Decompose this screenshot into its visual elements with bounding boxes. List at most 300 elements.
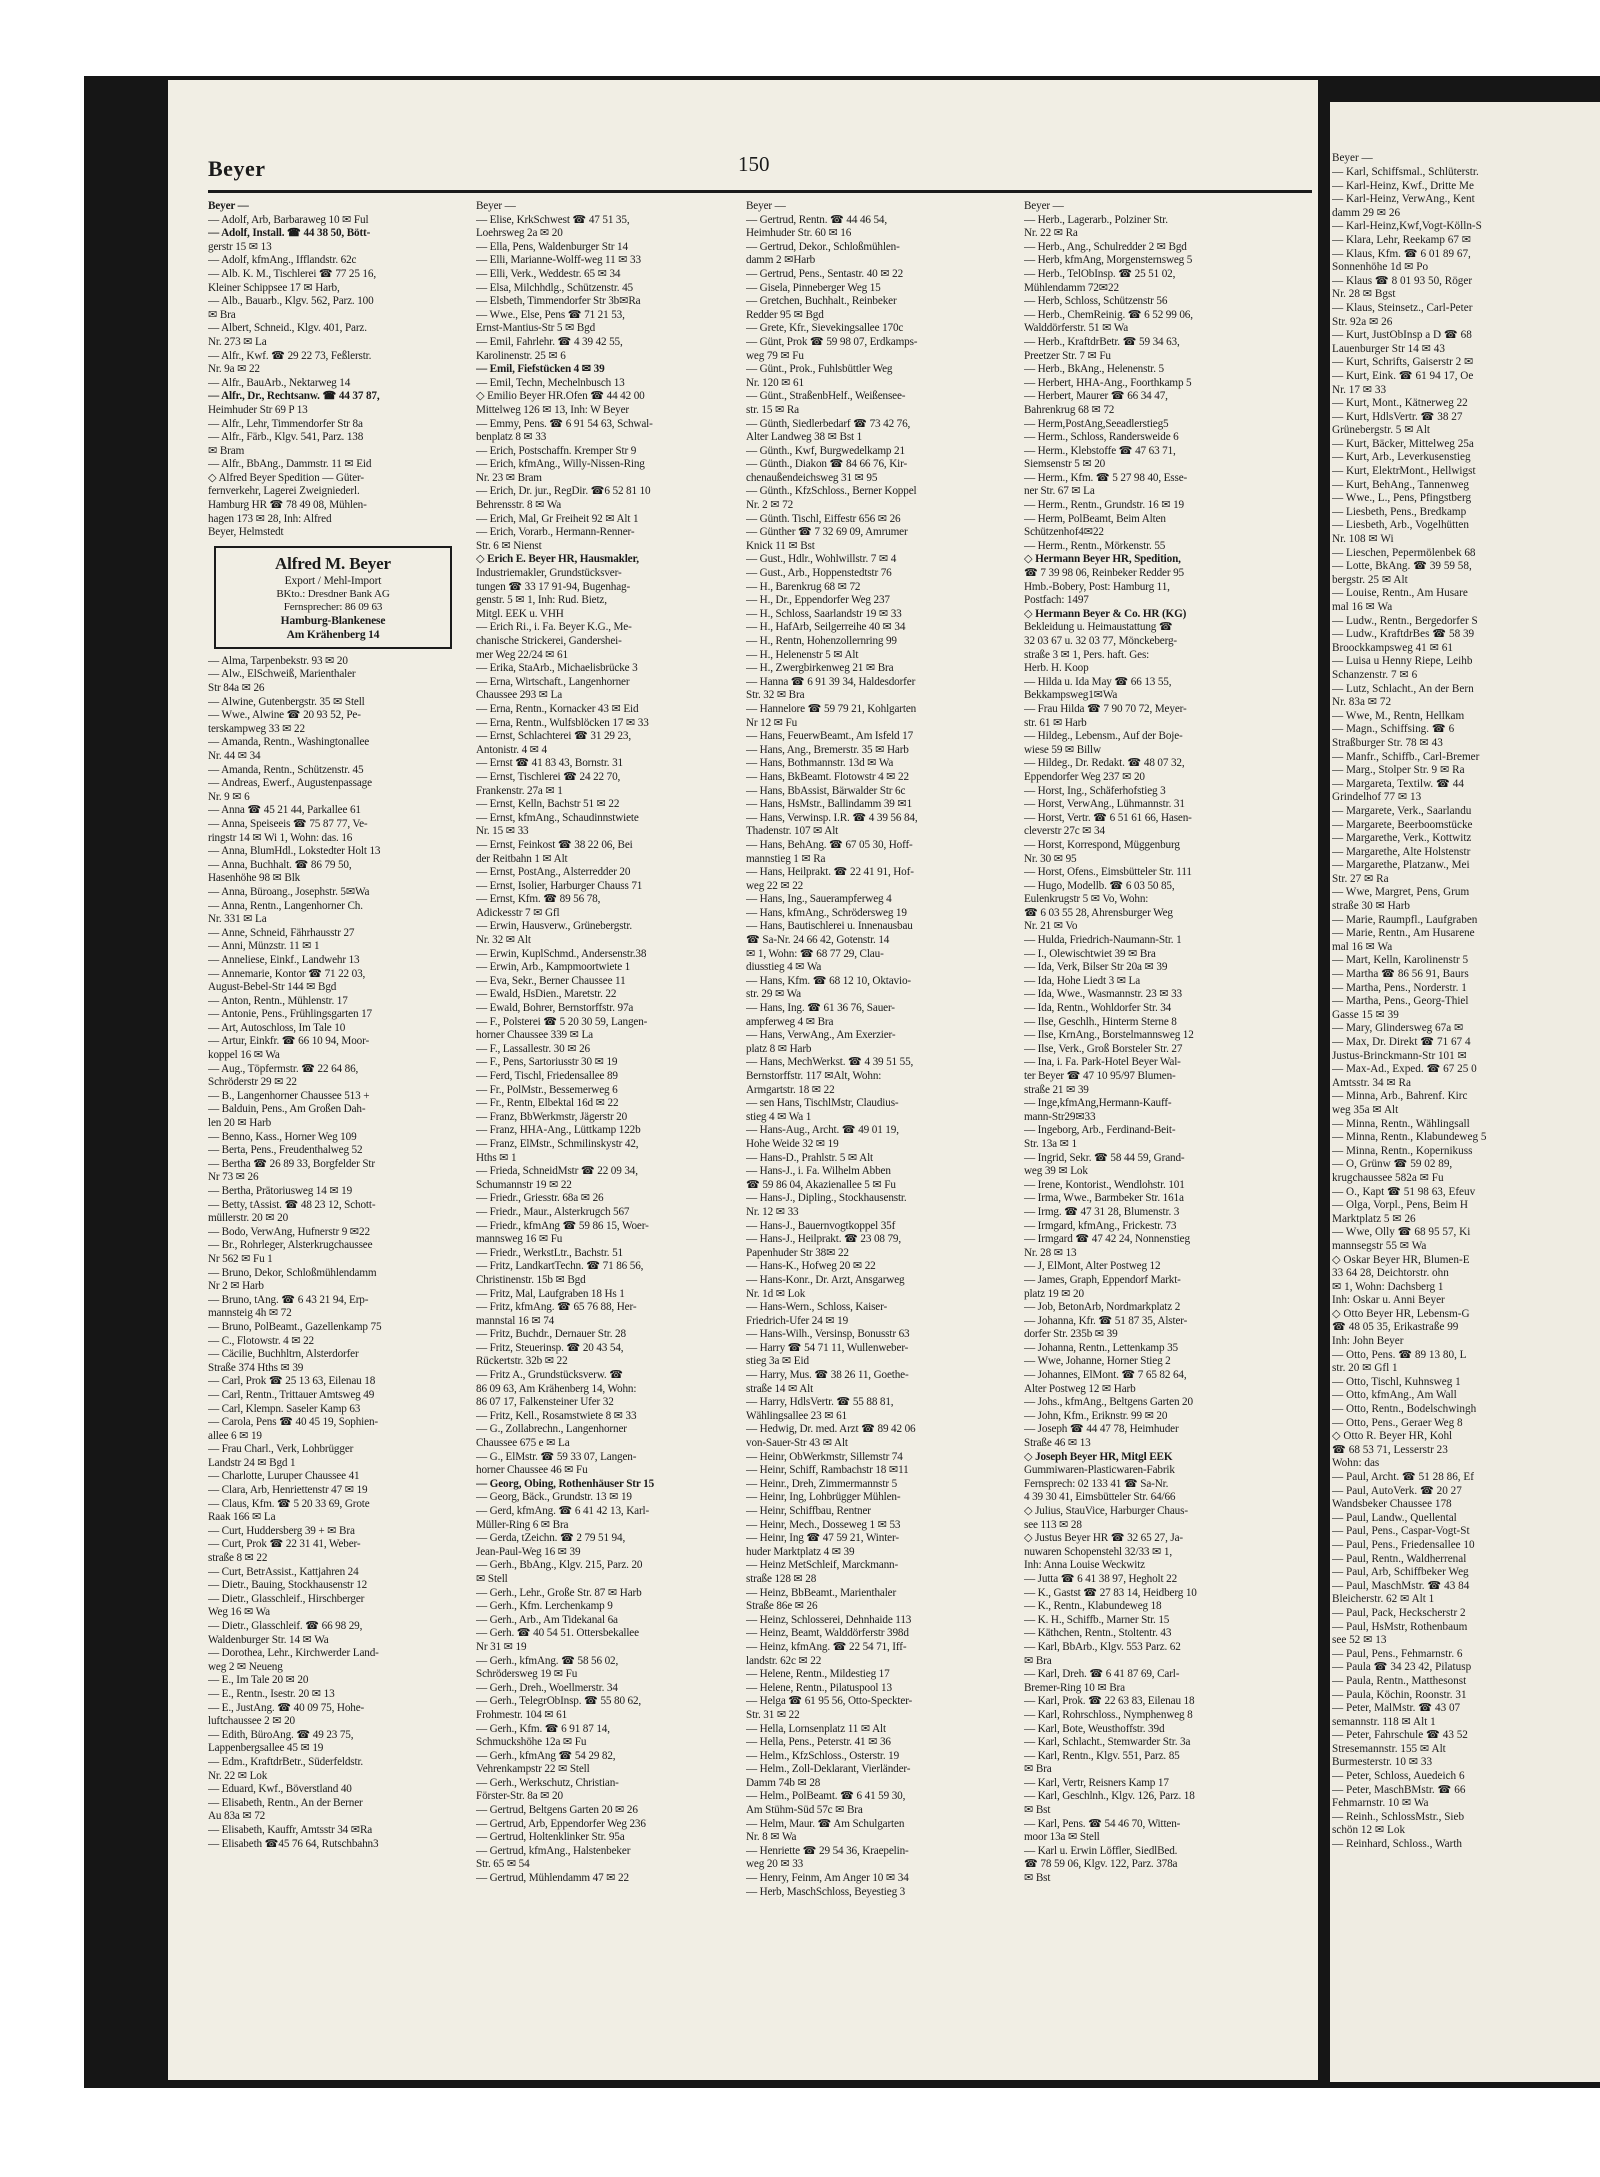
directory-entry-line: — E., Rentn., Isestr. 20 ✉ 13 — [208, 1687, 335, 1700]
directory-entry-line: — Dietr., Glasschleif. ☎ 66 98 29, — [208, 1620, 363, 1632]
directory-entry-line: — Elise, KrkSchwest ☎ 47 51 35, — [476, 213, 630, 226]
facing-entry-line: — Margarete, Beerboomstücke — [1332, 818, 1473, 831]
directory-entry-line: — H., Helenenstr 5 ✉ Alt — [746, 648, 859, 661]
directory-entry-line: — John, Kfm., Eriknstr. 99 ✉ 20 — [1024, 1409, 1168, 1422]
directory-entry-line: Kleiner Schippsee 17 ✉ Harb, — [208, 281, 340, 294]
directory-entry-line: — Job, BetonArb, Nordmarkplatz 2 — [1024, 1301, 1181, 1314]
directory-entry-line: — Anna, Rentn., Langenhorner Ch. — [208, 899, 363, 912]
directory-entry-line: Thadenstr. 107 ✉ Alt — [746, 825, 839, 838]
directory-entry-line: Hasenhöhe 98 ✉ Blk — [208, 872, 301, 885]
directory-entry-line: weg 2 ✉ Neueng — [208, 1660, 283, 1673]
directory-entry-line: — Albert, Schneid., Klgv. 401, Parz. — [208, 322, 367, 335]
directory-entry-line: Friedrich-Ufer 24 ✉ 19 — [746, 1314, 849, 1327]
running-head-word: Beyer — [208, 156, 266, 181]
facing-entry-line: — Reinhard, Schloss., Warth — [1332, 1838, 1463, 1851]
directory-entry-line: benplatz 8 ✉ 33 — [476, 431, 547, 444]
facing-entry-line: Inh: John Beyer — [1332, 1335, 1404, 1348]
directory-entry-line: — Amanda, Rentn., Schützenstr. 45 — [208, 763, 364, 776]
directory-entry-line: — Hella, Pens., Peterstr. 41 ✉ 36 — [746, 1736, 891, 1749]
directory-entry-line: — Harry ☎ 54 71 11, Wullenweber- — [746, 1341, 909, 1354]
directory-entry-line: ☎ 6 03 55 28, Ahrensburger Weg — [1024, 906, 1173, 919]
facing-entry-line: Burmesterstr. 10 ✉ 33 — [1332, 1756, 1433, 1769]
directory-entry-line: — Ewald, Bohrer, Bernstorffstr. 97a — [476, 1002, 634, 1015]
directory-entry-line: — Carola, Pens ☎ 40 45 19, Sophien- — [208, 1416, 378, 1429]
directory-entry-line: — Horst, Ofens., Eimsbütteler Str. 111 — [1024, 866, 1192, 879]
facing-entry-line: — Margarethe, Alte Holstenstr — [1332, 845, 1471, 858]
facing-entry-line: — Margarete, Verk., Saarlandu — [1332, 804, 1472, 817]
directory-entry-line: — Elsa, Milchhdlg., Schützenstr. 45 — [476, 281, 633, 294]
directory-entry-line: — Eva, Sekr., Berner Chaussee 11 — [476, 974, 626, 987]
directory-entry-line: Straße 86e ✉ 26 — [746, 1600, 818, 1613]
directory-entry-line: Müller-Ring 6 ✉ Bra — [476, 1518, 569, 1531]
directory-entry-line: — H., Barenkrug 68 ✉ 72 — [746, 580, 861, 593]
directory-entry-line: koppel 16 ✉ Wa — [208, 1049, 280, 1062]
directory-entry-line: — Elsbeth, Timmendorfer Str 3b✉Ra — [476, 295, 641, 308]
facing-entry-line: — Karl-Heinz, VerwAng., Kent — [1332, 193, 1475, 206]
directory-entry-line: damm 2 ✉Harb — [746, 254, 816, 267]
directory-entry-line: Damm 74b ✉ 28 — [746, 1776, 821, 1789]
directory-entry-line: — Erwin, Arb., Kampmoortwiete 1 — [476, 961, 631, 974]
directory-entry-line: Alter Postweg 12 ✉ Harb — [1024, 1382, 1136, 1395]
directory-entry-line: — Carl, Prok ☎ 25 13 63, Eilenau 18 — [208, 1375, 376, 1388]
directory-entry-line: ampferweg 4 ✉ Bra — [746, 1015, 834, 1028]
directory-entry-line: — Herb, MaschSchloss, Beyestieg 3 — [746, 1885, 906, 1898]
directory-entry-line: — Hans-K., Hofweg 20 ✉ 22 — [746, 1260, 876, 1273]
page-number: 150 — [738, 152, 770, 176]
directory-entry-line: — Heinr, Mech., Dosseweg 1 ✉ 53 — [746, 1518, 901, 1531]
directory-entry-line: — Henry, Feinm, Am Anger 10 ✉ 34 — [746, 1872, 909, 1885]
directory-entry-line: — Georg, Bäck., Grundstr. 13 ✉ 19 — [476, 1491, 632, 1504]
directory-entry-line: see 113 ✉ 28 — [1024, 1518, 1082, 1531]
facing-entry-line: — Martha, Pens., Georg-Thiel — [1332, 995, 1469, 1008]
facing-entry-line: weg 35a ✉ Alt — [1332, 1103, 1399, 1116]
directory-entry-line: huder Marktplatz 4 ✉ 39 — [746, 1545, 855, 1558]
directory-entry-line: Papenhuder Str 38✉ 22 — [746, 1246, 849, 1259]
directory-entry-line: — Alwine, Gutenbergstr. 35 ✉ Stell — [208, 695, 365, 708]
facing-entry-line: — Margareta, Textilw. ☎ 44 — [1332, 777, 1464, 790]
directory-entry-line: — Hans, Bautischlerei u. Innenausbau — [746, 920, 913, 933]
directory-entry-line: — Ida, Rentn., Wohldorfer Str. 34 — [1024, 1002, 1172, 1015]
directory-entry-line: — Hans, Kfm. ☎ 68 12 10, Oktavio- — [746, 974, 911, 987]
directory-entry-line: — Elisabeth ☎45 76 64, Rutschbahn3 — [208, 1837, 379, 1850]
directory-entry-line: — Alb., Bauarb., Klgv. 562, Parz. 100 — [208, 295, 374, 308]
directory-column-2 — [476, 200, 738, 1980]
directory-entry-line: — Herm., Klebstoffe ☎ 47 63 71, — [1024, 444, 1176, 457]
directory-entry-line: müllerstr. 20 ✉ 20 — [208, 1212, 289, 1225]
directory-entry-line: Nr. 21 ✉ Vo — [1024, 920, 1078, 933]
directory-entry-line: — Karl, Rohrschloss., Nymphenweg 8 — [1024, 1708, 1193, 1721]
directory-entry-line: — Hans-D., Prahlstr. 5 ✉ Alt — [746, 1151, 873, 1164]
facing-entry-line: — Paul, Pack, Heckscherstr 2 — [1332, 1606, 1466, 1619]
directory-entry-line: — Alma, Tarpenbekstr. 93 ✉ 20 — [208, 654, 348, 667]
facing-entry-line: — Minna, Rentn., Klabundeweg 5 — [1332, 1131, 1487, 1144]
directory-entry-line: Nr 2 ✉ Harb — [208, 1280, 264, 1293]
directory-entry-line: Schröderstr 29 ✉ 22 — [208, 1076, 297, 1089]
directory-entry-line: Industriemakler, Grundstücksver- — [476, 567, 622, 580]
directory-entry-line: 86 07 17, Falkensteiner Ufer 32 — [476, 1396, 614, 1409]
directory-entry-line: — Hilda u. Ida May ☎ 66 13 55, — [1024, 675, 1172, 688]
directory-entry-line: — Bertha ☎ 26 89 33, Borgfelder Str — [208, 1157, 375, 1170]
directory-entry-line: — Bruno, tAng. ☎ 6 43 21 94, Erp- — [208, 1293, 369, 1306]
directory-entry-line: horner Chaussee 339 ✉ La — [476, 1029, 593, 1042]
directory-entry-line: — Hugo, Modellb. ☎ 6 03 50 85, — [1024, 879, 1175, 892]
directory-entry-line: — Johanna, Rentn., Lettenkamp 35 — [1024, 1341, 1178, 1354]
directory-entry-line: — Gust., Arb., Hoppenstedtstr 76 — [746, 567, 892, 580]
directory-entry-line: — Erwin, Hausverw., Grünebergstr. — [476, 920, 632, 933]
directory-entry-line: — Günth., Diakon ☎ 84 66 76, Kir- — [746, 458, 908, 471]
directory-entry-line: — Curt, BetrAssist., Kattjahren 24 — [208, 1565, 359, 1578]
directory-entry-line: — Herb, Schloss, Schützenstr 56 — [1024, 295, 1168, 308]
directory-entry-line: straße 128 ✉ 28 — [746, 1572, 817, 1585]
directory-entry-line: — Hans, Ing., Sauerampferweg 4 — [746, 893, 892, 906]
directory-entry-line: — Elisabeth, Kauffr, Amtsstr 34 ✉Ra — [208, 1823, 373, 1836]
facing-entry-line: Inh: Oskar u. Anni Beyer — [1332, 1294, 1445, 1307]
facing-entry-line: — Max-Ad., Exped. ☎ 67 25 0 — [1332, 1063, 1477, 1076]
directory-entry-line: — Franz, BbWerkmstr, Jägerstr 20 — [476, 1110, 628, 1123]
directory-entry-line: — sen Hans, TischlMstr, Claudius- — [746, 1097, 899, 1110]
directory-entry-line: Waldenburger Str. 14 ✉ Wa — [208, 1633, 329, 1646]
directory-entry-line: — Ernst, Feinkost ☎ 38 22 06, Bei — [476, 838, 633, 851]
directory-entry-line: Am Stühm-Süd 57c ✉ Bra — [746, 1804, 863, 1817]
directory-entry-line: Bremer-Ring 10 ✉ Bra — [1024, 1681, 1125, 1694]
directory-entry-line: Raak 166 ✉ La — [208, 1511, 276, 1524]
facing-entry-line: — Minna, Rentn., Wählingsall — [1332, 1117, 1470, 1130]
directory-entry-line: — Gerh., Kfm. ☎ 6 91 87 14, — [476, 1722, 610, 1735]
directory-entry-line: — Balduin, Pens., Am Großen Dah- — [208, 1103, 366, 1116]
directory-entry-line: — Hans-J., Dipling., Stockhausenstr. — [746, 1192, 907, 1205]
facing-entry-line: — Klaus, Kfm. ☎ 6 01 89 67, — [1332, 247, 1471, 260]
directory-entry-line: mannsweg 16 ✉ Fu — [476, 1233, 563, 1246]
directory-entry-line: Förster-Str. 8a ✉ 20 — [476, 1790, 563, 1803]
directory-entry-line: — Helm., Zoll-Deklarant, Vierländer- — [746, 1763, 911, 1776]
directory-entry-line: ◇ Erich E. Beyer HR, Hausmakler, — [476, 553, 639, 566]
directory-entry-line: 86 09 63, Am Krähenberg 14, Wohn: — [476, 1382, 637, 1395]
directory-entry-line: Mühlendamm 72✉22 — [1024, 281, 1119, 294]
facing-entry-line: Str. 92a ✉ 26 — [1332, 315, 1393, 328]
directory-entry-line: — Karl, Prok. ☎ 22 63 83, Eilenau 18 — [1024, 1695, 1195, 1708]
facing-entry-line: Nr. 17 ✉ 33 — [1332, 383, 1387, 396]
facing-entry-line: str. 20 ✉ Gfl 1 — [1332, 1362, 1398, 1375]
directory-entry-line: — Annemarie, Kontor ☎ 71 22 03, — [208, 967, 366, 980]
directory-entry-line: dorfer Str. 235b ✉ 39 — [1024, 1328, 1118, 1341]
directory-entry-line: — Gertrud, kfmAng., Halstenbeker — [476, 1844, 631, 1857]
facing-entry-line: — Marie, Rentn., Am Husarene — [1332, 927, 1475, 940]
directory-entry-line: — Hanna ☎ 6 91 39 34, Haldesdorfer — [746, 675, 916, 688]
directory-entry-line: 32 03 67 u. 32 03 77, Mönckeberg- — [1024, 635, 1178, 647]
facing-page — [1330, 102, 1600, 2082]
directory-entry-line: — Emmy, Pens. ☎ 6 91 54 63, Schwal- — [476, 417, 653, 430]
directory-entry-line: — Hans, BbAssist, Bärwalder Str 6c — [746, 784, 906, 797]
directory-entry-line: — Cäcilie, Buchhltrn, Alsterdorfer — [208, 1348, 359, 1361]
directory-entry-line: ◇ Joseph Beyer HR, Mitgl EEK — [1024, 1450, 1173, 1463]
facing-entry-line: see 52 ✉ 13 — [1332, 1634, 1387, 1647]
directory-entry-line: — Hans-Wilh., Versinsp, Bonusstr 63 — [746, 1328, 910, 1341]
directory-entry-line: — Emil, Fiefstücken 4 ✉ 39 — [476, 363, 605, 376]
facing-entry-line: ☎ 68 53 71, Lesserstr 23 — [1332, 1443, 1448, 1456]
directory-entry-line: — Curt, Huddersberg 39 + ✉ Bra — [208, 1524, 355, 1537]
ad-bank-line: BKto.: Dresdner Bank AG — [276, 587, 390, 600]
directory-entry-line: — Alfr., Färb., Klgv. 541, Parz. 138 — [208, 431, 364, 444]
directory-entry-line: — Friedr., WerkstLtr., Bachstr. 51 — [476, 1246, 623, 1259]
directory-entry-line: — Hans, Heilprakt. ☎ 22 41 91, Hof- — [746, 866, 914, 879]
directory-entry-line: len 20 ✉ Harb — [208, 1117, 272, 1130]
directory-entry-line: — Helga ☎ 61 95 56, Otto-Speckter- — [746, 1695, 913, 1708]
facing-entry-line: — Paul, Rentn., Waldherrenal — [1332, 1552, 1467, 1565]
directory-entry-line: — Johs., kfmAng., Beltgens Garten 20 — [1024, 1396, 1193, 1409]
directory-entry-line: — Berta, Pens., Freudenthalweg 52 — [208, 1144, 363, 1157]
directory-entry-line: — F., Pens, Sartoriusstr 30 ✉ 19 — [476, 1056, 618, 1069]
facing-entry-line: Fehmarnstr. 10 ✉ Wa — [1332, 1797, 1429, 1810]
directory-entry-line: — Herm,PostAng,Seeadlerstieg5 — [1024, 417, 1169, 430]
facing-entry-line: bergstr. 25 ✉ Alt — [1332, 573, 1408, 586]
directory-entry-line: ☎ 59 86 04, Akazienallee 5 ✉ Fu — [746, 1178, 896, 1191]
directory-entry-line: — Irmg. ☎ 47 31 28, Blumenstr. 3 — [1024, 1205, 1180, 1218]
directory-entry-line: — H., Rentn, Hohenzollernring 99 — [746, 635, 897, 647]
facing-entry-line: — Paula ☎ 34 23 42, Pilatusp — [1332, 1661, 1472, 1674]
directory-entry-line: — Ernst, Tischlerei ☎ 24 22 70, — [476, 770, 621, 783]
directory-entry-line: — Heinz MetSchleif, Marckmann- — [746, 1559, 899, 1572]
directory-entry-line: — Hans, FeuerwBeamt., Am Isfeld 17 — [746, 730, 914, 743]
directory-entry-line: — Heinz, BbBeamt., Marienthaler — [746, 1586, 897, 1599]
facing-entry-line: — Paul, Pens., Friedensallee 10 — [1332, 1538, 1475, 1551]
directory-entry-line: Nr. 28 ✉ 13 — [1024, 1246, 1077, 1259]
directory-entry-line: — Ida, Wwe., Wasmannstr. 23 ✉ 33 — [1024, 988, 1182, 1001]
directory-entry-line: Heimhuder Str. 60 ✉ 16 — [746, 227, 852, 240]
directory-entry-line: Siemsenstr 5 ✉ 20 — [1024, 458, 1106, 471]
facing-entry-line: — Mary, Glindersweg 67a ✉ — [1332, 1022, 1464, 1035]
directory-entry-line: — F., Lassallestr. 30 ✉ 26 — [476, 1042, 590, 1055]
directory-entry-line: str. 15 ✉ Ra — [746, 403, 799, 416]
directory-entry-line: Nr. 44 ✉ 34 — [208, 750, 261, 762]
directory-entry-line: — Ewald, HsDien., Maretstr. 22 — [476, 988, 617, 1001]
directory-entry-line: — Elisabeth, Rentn., An der Berner — [208, 1796, 363, 1809]
directory-entry-line: — Hildeg., Dr. Redakt. ☎ 48 07 32, — [1024, 757, 1185, 770]
directory-entry-line: — Anna, Buchhalt. ☎ 86 79 50, — [208, 858, 352, 871]
directory-entry-line: str. 29 ✉ Wa — [746, 988, 801, 1001]
directory-entry-line: ✉ Stell — [476, 1572, 508, 1585]
directory-entry-line: — Irmgard ☎ 47 42 24, Nonnenstieg — [1024, 1233, 1190, 1246]
directory-column-1 — [208, 200, 470, 1980]
directory-entry-line: Nr 31 ✉ 19 — [476, 1640, 527, 1653]
directory-entry-line: horner Chaussee 46 ✉ Fu — [476, 1464, 588, 1477]
directory-entry-line: straße 8 ✉ 22 — [208, 1552, 268, 1565]
directory-entry-line: — Heinr, Ing ☎ 47 59 21, Winter- — [746, 1532, 899, 1545]
directory-entry-line: — Anni, Münzstr. 11 ✉ 1 — [208, 940, 320, 953]
directory-entry-line: — Hans, HsMstr., Ballindamm 39 ✉1 — [746, 798, 913, 811]
facing-entry-line: — Max, Dr. Direkt ☎ 71 67 4 — [1332, 1036, 1471, 1048]
directory-entry-line: ◇ Emilio Beyer HR.Ofen ☎ 44 42 00 — [476, 390, 645, 403]
advertisement-box — [214, 546, 452, 649]
directory-entry-line: — H., Zwergbirkenweg 21 ✉ Bra — [746, 662, 894, 675]
directory-entry-line: — Ida, Hohe Liedt 3 ✉ La — [1024, 974, 1141, 987]
directory-entry-line: — K. H., Schiffb., Marner Str. 15 — [1024, 1613, 1170, 1626]
directory-entry-line: — Alb. K. M., Tischlerei ☎ 77 25 16, — [208, 267, 376, 280]
directory-entry-line: — Fritz, Kell., Rosamstwiete 8 ✉ 33 — [476, 1409, 637, 1422]
directory-entry-line: Nr. 1d ✉ Lok — [746, 1287, 806, 1300]
directory-entry-line: — Hulda, Friedrich-Naumann-Str. 1 — [1024, 934, 1182, 947]
directory-page — [168, 80, 1318, 2080]
directory-entry-line: Loehrsweg 2a ✉ 20 — [476, 227, 563, 240]
directory-entry-line: Str. 13a ✉ 1 — [1024, 1137, 1077, 1150]
directory-entry-line: Redder 95 ✉ Bgd — [746, 308, 824, 321]
facing-entry-line: — Wwe, Margret, Pens, Grum — [1332, 886, 1470, 899]
directory-entry-line: Schützenhof4✉22 — [1024, 526, 1104, 539]
facing-entry-line: — Paul, Pens., Fehmarnstr. 6 — [1332, 1647, 1463, 1660]
directory-entry-line: — Helm., PolBeamt. ☎ 6 41 59 30, — [746, 1790, 906, 1803]
directory-entry-line: — Erich, Vorarb., Hermann-Renner- — [476, 526, 635, 539]
directory-entry-line: — Ernst, Kfm. ☎ 89 56 78, — [476, 893, 601, 906]
directory-entry-line: — Gerh., Dreh., Woellmerstr. 34 — [476, 1681, 618, 1694]
facing-entry-line: — Paul, Pens., Caspar-Vogt-St — [1332, 1525, 1470, 1538]
directory-entry-line: Fernsprech: 02 133 41 ☎ Sa-Nr. — [1024, 1477, 1169, 1490]
directory-entry-line: — Helm., KfzSchloss., Osterstr. 19 — [746, 1749, 900, 1762]
facing-entry-line: ☎ 48 05 35, Erikastraße 99 — [1332, 1321, 1459, 1334]
facing-entry-line: Nr. 108 ✉ Wi — [1332, 533, 1394, 546]
directory-entry-line: — Ilse, KrnAng., Borstelmannsweg 12 — [1024, 1029, 1194, 1042]
directory-entry-line: — Herb., Ang., Schulredder 2 ✉ Bgd — [1024, 240, 1187, 253]
directory-entry-line: — Bodo, VerwAng, Hufnerstr 9 ✉22 — [208, 1225, 370, 1238]
directory-entry-line: weg 22 ✉ 22 — [746, 879, 804, 892]
directory-entry-line: — Günther ☎ 7 32 69 09, Amrumer — [746, 526, 908, 539]
directory-entry-line: — Hans-J., Heilprakt. ☎ 23 08 79, — [746, 1233, 902, 1246]
directory-entry-line: Nr 73 ✉ 26 — [208, 1171, 259, 1184]
directory-entry-line: — Clara, Arb, Henriettenstr 47 ✉ 19 — [208, 1484, 368, 1497]
directory-entry-line: — Erich, kfmAng., Willy-Nissen-Ring — [476, 458, 645, 471]
facing-entry-line: — Karl, Schiffsmal., Schlüterstr. — [1332, 166, 1479, 178]
directory-entry-line: — Herm., Rentn., Grundstr. 16 ✉ 19 — [1024, 499, 1184, 512]
directory-entry-line: — Karl u. Erwin Löffler, SiedlBed. — [1024, 1844, 1178, 1857]
directory-entry-line: weg 39 ✉ Lok — [1024, 1165, 1088, 1178]
directory-entry-line: weg 79 ✉ Fu — [746, 349, 804, 362]
directory-entry-line: — Inge,kfmAng,Hermann-Kauff- — [1024, 1097, 1172, 1110]
directory-entry-line: — Karl, Geschlnh., Klgv. 126, Parz. 18 — [1024, 1790, 1195, 1803]
directory-entry-line: Nr. 30 ✉ 95 — [1024, 852, 1077, 865]
directory-entry-line: — H., HafArb, Seilgerreihe 40 ✉ 34 — [746, 621, 906, 634]
directory-entry-line: mannstieg 1 ✉ Ra — [746, 852, 826, 865]
facing-entry-line: — Peter, MaschBMstr. ☎ 66 — [1332, 1783, 1466, 1796]
directory-entry-line: mannstal 16 ✉ 74 — [476, 1314, 555, 1327]
directory-entry-line: — Irmgard, kfmAng., Frickestr. 73 — [1024, 1219, 1177, 1232]
facing-entry-line: Grünebergstr. 5 ✉ Alt — [1332, 424, 1431, 437]
directory-entry-line: — Anneliese, Einkf., Landwehr 13 — [208, 953, 360, 966]
facing-entry-line: Nr. 28 ✉ Bgst — [1332, 288, 1396, 301]
directory-entry-line: — Friedr., Griesstr. 68a ✉ 26 — [476, 1192, 604, 1205]
directory-entry-line: — Dorothea, Lehr., Kirchwerder Land- — [208, 1647, 379, 1660]
directory-entry-line: — Heinz, Beamt, Walddörferstr 398d — [746, 1627, 909, 1640]
directory-entry-line: — Anne, Schneid, Fährhausstr 27 — [208, 926, 355, 939]
directory-entry-line: platz 19 ✉ 20 — [1024, 1287, 1084, 1300]
directory-entry-line: Postfach: 1497 — [1024, 594, 1089, 607]
directory-entry-line: — Anna, BlumHdl., Lokstedter Holt 13 — [208, 845, 381, 858]
directory-entry-line: Str. 32 ✉ Bra — [746, 689, 805, 702]
directory-entry-line: Beyer — — [1024, 200, 1064, 212]
directory-entry-line: — Ferd, Tischl, Friedensallee 89 — [476, 1070, 618, 1082]
directory-entry-line: — Gerh., Kfm. Lerchenkamp 9 — [476, 1600, 613, 1613]
directory-entry-line: ringstr 14 ✉ Wi 1, Wohn: das. 16 — [208, 831, 353, 844]
facing-entry-line: Wohn: das — [1332, 1457, 1380, 1470]
directory-entry-line: — Erna, Rentn., Kornacker 43 ✉ Eid — [476, 702, 639, 715]
directory-entry-line: — Alfr., Dr., Rechtsanw. ☎ 44 37 87, — [208, 390, 380, 403]
directory-entry-line: allee 6 ✉ 19 — [208, 1429, 262, 1442]
directory-entry-line: — Gerh., kfmAng ☎ 54 29 82, — [476, 1749, 616, 1762]
directory-entry-line: — Fritz, kfmAng. ☎ 65 76 88, Her- — [476, 1301, 637, 1314]
facing-entry-line: — Paul, AutoVerk. ☎ 20 27 — [1332, 1484, 1462, 1497]
facing-entry-line: straße 30 ✉ Harb — [1332, 900, 1411, 913]
directory-entry-line: — I., Olewischtwiet 39 ✉ Bra — [1024, 947, 1156, 960]
directory-entry-line: — Gerh., kfmAng. ☎ 58 56 02, — [476, 1654, 619, 1667]
ad-company-name: Alfred M. Beyer — [275, 553, 391, 573]
directory-entry-line: — Ingrid, Sekr. ☎ 58 44 59, Grand- — [1024, 1151, 1185, 1164]
directory-entry-line: — Karl, Vertr, Reisners Kamp 17 — [1024, 1776, 1169, 1789]
facing-entry-line: — Kurt, BehAng., Tannenweg — [1332, 478, 1469, 491]
directory-entry-line: — Bertha, Prätoriusweg 14 ✉ 19 — [208, 1185, 353, 1197]
facing-entry-line: damm 29 ✉ 26 — [1332, 206, 1401, 219]
directory-entry-line: — Hans-J., i. Fa. Wilhelm Abben — [746, 1165, 891, 1178]
directory-entry-line: Adickesstr 7 ✉ Gfl — [476, 906, 560, 919]
facing-entry-line: — Wwe, M., Rentn, Hellkam — [1332, 709, 1465, 722]
directory-entry-line: — Alfr., Kwf. ☎ 29 22 73, Feßlerstr. — [208, 349, 372, 362]
directory-entry-line: gerstr 15 ✉ 13 — [208, 240, 272, 253]
directory-entry-line: diusstieg 4 ✉ Wa — [746, 961, 822, 974]
directory-entry-line: — Grete, Kfr., Sievekingsallee 170c — [746, 322, 904, 335]
facing-entry-line: Gasse 15 ✉ 39 — [1332, 1008, 1399, 1021]
directory-entry-line: — Anton, Rentn., Mühlenstr. 17 — [208, 994, 348, 1007]
directory-entry-line: — K., Rentn., Klabundeweg 18 — [1024, 1600, 1162, 1613]
directory-entry-line: — Bruno, PolBeamt., Gazellenkamp 75 — [208, 1320, 382, 1333]
directory-entry-line: mann-Str29✉33 — [1024, 1110, 1096, 1123]
directory-entry-line: — Hedwig, Dr. med. Arzt ☎ 89 42 06 — [746, 1423, 916, 1436]
directory-entry-line: — Karl, Pens. ☎ 54 46 70, Witten- — [1024, 1817, 1181, 1830]
facing-entry-line: — Ludw., KraftdrBes ☎ 58 39 — [1332, 628, 1475, 641]
directory-entry-line: — Anna, Büroang., Josephstr. 5✉Wa — [208, 885, 370, 898]
directory-entry-line: — Bruno, Dekor, Schloßmühlendamm — [208, 1266, 377, 1279]
directory-entry-line: cleverstr 27c ✉ 34 — [1024, 825, 1105, 838]
directory-entry-line: — Heinr, ObWerkmstr, Sillemstr 74 — [746, 1450, 903, 1463]
directory-entry-line: Frankenstr. 27a ✉ 1 — [476, 784, 563, 797]
directory-entry-line: — Hans-Konr., Dr. Arzt, Ansgarweg — [746, 1273, 905, 1286]
directory-entry-line: — Käthchen, Rentn., Stoltentr. 43 — [1024, 1627, 1172, 1640]
directory-entry-line: Nr. 9 ✉ 6 — [208, 790, 250, 803]
facing-entry-line: — Olga, Vorpl., Pens, Beim H — [1332, 1199, 1469, 1212]
facing-entry-line: — Martha ☎ 86 56 91, Baurs — [1332, 968, 1469, 981]
facing-entry-line: — Wwe., L., Pens, Pfingstberg — [1332, 492, 1472, 505]
directory-entry-line: Preetzer Str. 7 ✉ Fu — [1024, 349, 1111, 362]
directory-entry-line: ☎ 7 39 98 06, Reinbeker Redder 95 — [1024, 567, 1184, 580]
facing-entry-line: Grindelhof 77 ✉ 13 — [1332, 791, 1422, 804]
directory-entry-line: — Hans, Verwinsp. I.R. ☎ 4 39 56 84, — [746, 811, 918, 824]
directory-entry-line: Nr. 9a ✉ 22 — [208, 363, 260, 376]
directory-entry-line: — Ida, Verk, Bilser Str 20a ✉ 39 — [1024, 961, 1168, 974]
directory-entry-line: — Franz, HHA-Ang., Lüttkamp 122b — [476, 1124, 641, 1137]
directory-entry-line: Beyer — — [746, 200, 786, 212]
directory-entry-line: Hths ✉ 1 — [476, 1151, 517, 1164]
directory-entry-line: — Amanda, Rentn., Washingtonallee — [208, 736, 370, 749]
directory-entry-line: — Irma, Wwe., Barmbeker Str. 161a — [1024, 1192, 1184, 1205]
directory-entry-line: — Ernst, Isolier, Harburger Chauss 71 — [476, 879, 643, 892]
directory-entry-line: — Gerh., BbAng., Klgv. 215, Parz. 20 — [476, 1559, 643, 1572]
facing-entry-line: — Kurt, Bäcker, Mittelweg 25a — [1332, 437, 1474, 450]
directory-entry-line: — Johanna, Kfr. ☎ 51 87 35, Alster- — [1024, 1314, 1188, 1327]
directory-entry-line: — Gertrud, Rentn. ☎ 44 46 54, — [746, 213, 888, 226]
facing-entry-line: — Magn., Schiffsing. ☎ 6 — [1332, 723, 1455, 736]
directory-entry-line: ✉ Bra — [1024, 1654, 1052, 1667]
directory-entry-line: der Reitbahn 1 ✉ Alt — [476, 852, 568, 865]
directory-entry-line: Bahrenkrug 68 ✉ 72 — [1024, 403, 1115, 416]
facing-entry-line: — Kurt, Eink. ☎ 61 94 17, Oe — [1332, 369, 1474, 382]
directory-entry-line: — Karl, Schlacht., Stemwarder Str. 3a — [1024, 1736, 1191, 1749]
facing-entry-line: — O., Kapt ☎ 51 98 63, Efeuv — [1332, 1185, 1476, 1198]
directory-entry-line: Knick 11 ✉ Bst — [746, 539, 815, 552]
